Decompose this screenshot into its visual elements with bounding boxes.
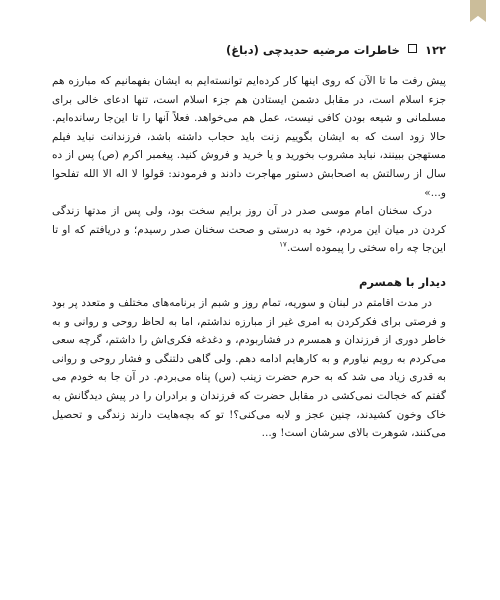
running-header bbox=[52, 42, 446, 58]
square-bullet-icon bbox=[408, 44, 417, 53]
section-heading: دیدار با همسرم bbox=[358, 274, 446, 289]
body-paragraph-1: پیش رفت ما تا الآن که روی اینها کار کرده‌ایم توانسته‌ایم به ایشان بفهمانیم که مبارزه هم جزء اسلام است، در مقابل دشمن ایستادن هم جزء اسلام است، تنها ادعای خالی برای مسلمانی و شیعه بودن کافی نیست، عمل هم می‌خواهد. فعلاً آنها را تا این‌جا رسانده‌ایم. حالا زود است که به ایشان بگوییم زنت باید حجاب داشته باشد، فرزندانت نباید فیلم مستهجن ببینند، نباید مشروب بخورید و یا خرید و فروش کنید. پیغمبر اکرم (ص) پس از ده سال از رسالتش به اصحابش دستور مهاجرت دادند و فرمودند: قولوا لا اله الا الله تفلحوا و...» bbox=[52, 75, 446, 199]
bookmark-ribbon-icon bbox=[470, 0, 486, 22]
book-title: خاطرات مرضیه حدیدچی (دباغ) bbox=[226, 43, 400, 57]
body-paragraph-2 bbox=[52, 202, 446, 258]
book-page bbox=[52, 42, 446, 443]
body-paragraph-2-text: درک سخنان امام موسی صدر در آن روز برایم سخت بود، ولی پس از مدتها زندگی کردن در میان این مردم، خود به درستی و صحت سخنان صدر رسیدم؛ و دریافتم که او تا این‌جا چه راه سختی را پیموده است. bbox=[52, 205, 446, 255]
page-number: ۱۲۲ bbox=[424, 43, 446, 57]
body-paragraph-3: در مدت اقامتم در لبنان و سوریه، تمام روز و شبم از برنامه‌های مختلف و متعدد پر بود و فرصتی برای فکرکردن به امری غیر از مبارزه نداشتم، اما به لحاظ روحی و روانی و به خاطر دوری از فرزندان و همسرم در فشاربودم، و دغدغه فکری‌اش را داشتم، گرچه سعی می‌کردم به رویم نیاورم و به کارهایم ادامه دهم. ولی گاهی دلتنگی و فشار روحی و روانی به قدری زیاد می شد که به حرم حضرت زینب (س) پناه می‌بردم. در آن جا به خودم می گفتم که خجالت نمی‌کشی در مقابل حضرت که فرزندان و برادران را در پیش دیدگانش به خاک وخون کشیدند، چنین عجز و لابه می‌کنی؟! تو که بچه‌هایت دارند زندگی و تحصیل می‌کنند، شوهرت بالای سرشان است! و... bbox=[52, 296, 446, 440]
footnote-reference: ۱۷ bbox=[279, 240, 287, 249]
